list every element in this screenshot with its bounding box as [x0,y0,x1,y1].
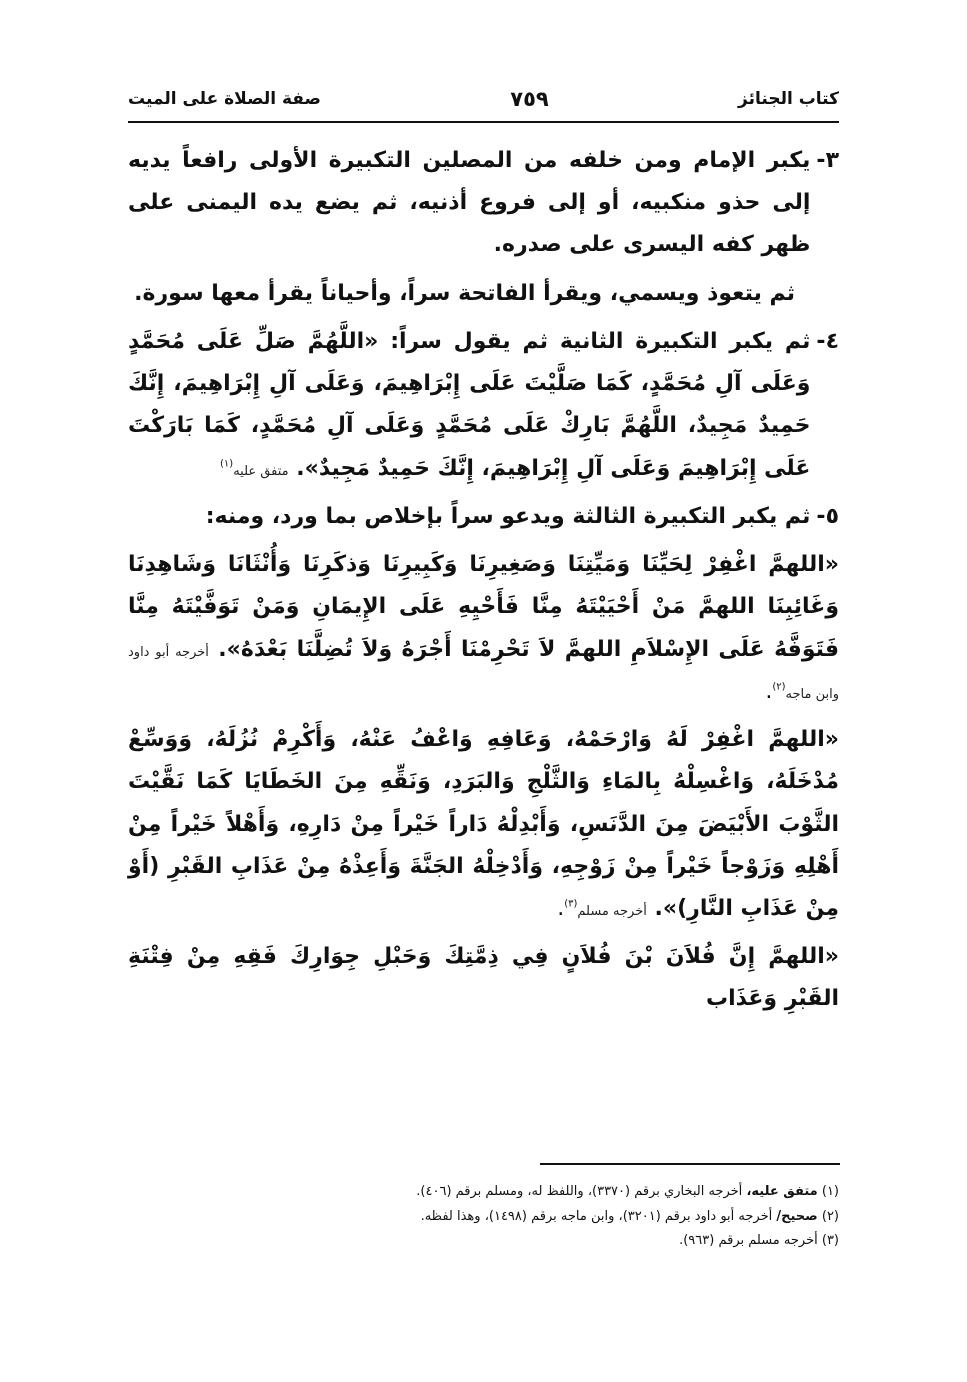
footnote-3-number: (٣) [821,1233,839,1249]
section-title: صفة الصلاة على الميت [128,89,321,109]
footnote-divider [540,1163,840,1165]
footnote-1 [128,1180,839,1205]
header-divider [128,121,839,123]
step-5-number: ٥- [816,503,839,529]
dua-2 [128,719,839,930]
footnote-1-text: أخرجه البخاري برقم (٣٣٧٠)، واللفظ له، ومسلم برقم (٤٠٦). [416,1184,743,1199]
dua-3-text: «اللهمَّ إِنَّ فُلاَنَ بْنَ فُلاَنٍ فِي ذِمَّتِكَ وَحَبْلِ جِوَارِكَ فَقِهِ مِنْ فِتْنَةِ القَبْرِ وَعَذَاب [128,944,839,1012]
footnote-1-label: متفق عليه، [746,1184,818,1199]
footnotes [128,1180,839,1254]
dua-2-text: «اللهمَّ اغْفِرْ لَهُ وَارْحَمْهُ، وَعَافِهِ وَاعْفُ عَنْهُ، وَأَكْرِمْ نُزُلَهُ، وَوَسِّعْ مُدْخَلَهُ، وَاغْسِلْهُ بِالمَاءِ وَالثَّلْجِ وَالبَرَدِ، وَنَقِّهِ مِنَ الخَطَايَا كَمَا نَقَّيْتَ الثَّوْبَ الأَبْيَضَ مِنَ الدَّنَسِ، وَأَبْدِلْهُ دَاراً خَيْراً مِنْ دَارِهِ، وَأَهْلاً خَيْراً مِنْ أَهْلِهِ وَزَوْجاً خَيْراً مِنْ زَوْجِهِ، وَأَدْخِلْهُ الجَنَّةَ وَأَعِذْهُ مِنْ عَذَابِ القَبْرِ (أَوْ مِنْ عَذَابِ النَّارِ)». [128,727,839,921]
step-5 [128,496,839,538]
footnote-marker-3: (٣) [564,898,578,910]
footnote-2 [128,1205,839,1230]
footnote-3-text: أخرجه مسلم برقم (٩٦٣). [679,1233,818,1249]
step-5-text: ثم يكبر التكبيرة الثالثة ويدعو سراً بإخلاص بما ورد، ومنه: [205,503,811,529]
chapter-title: كتاب الجنائز [738,89,839,109]
step-3-followup: ثم يتعوذ ويسمي، ويقرأ الفاتحة سراً، وأحياناً يقرأ معها سورة. [134,280,795,306]
step-4-text: ثم يكبر التكبيرة الثانية ثم يقول سراً: «اللَّهُمَّ صَلِّ عَلَى مُحَمَّدٍ وَعَلَى آلِ مُحَمَّدٍ، كَمَا صَلَّيْتَ عَلَى إِبْرَاهِيمَ، وَعَلَى آلِ إِبْرَاهِيمَ، إِنَّكَ حَمِيدٌ مَجِيدٌ، اللَّهُمَّ بَارِكْ عَلَى مُحَمَّدٍ وَعَلَى آلِ مُحَمَّدٍ، كَمَا بَارَكْتَ عَلَى إِبْرَاهِيمَ وَعَلَى آلِ إِبْرَاهِيمَ، إِنَّكَ حَمِيدٌ مَجِيدٌ». [128,328,811,481]
step-3-number: ٣- [816,148,839,173]
dua-3 [128,936,839,1020]
footnote-1-number: (١) [821,1184,839,1199]
footnote-3 [128,1229,839,1254]
dua-1-reference: أخرجه أبو داود وابن ماجه [128,644,839,702]
footnote-2-label: صحيح/ [776,1208,818,1224]
step-4 [128,321,839,490]
step-3 [128,140,839,267]
footnote-2-number: (٢) [821,1208,839,1224]
dua-1-text: «اللهمَّ اغْفِرْ لِحَيِّنَا وَمَيِّتِنَا وَصَغِيرِنَا وَكَبِيرِنَا وَذكَرِنَا وَأُنْثَانَا وَشَاهِدِنَا وَغَائِبِنَا اللهمَّ مَنْ أَحْيَيْتَهُ مِنَّا فَأَحْيِهِ عَلَى الإِيمَانِ وَمَنْ تَوَفَّيْتَهُ مِنَّا فَتَوَفَّهُ عَلَى الإِسْلاَمِ اللهمَّ لاَ تَحْرِمْنَا أَجْرَهُ وَلاَ تُضِلَّنَا بَعْدَهُ». [128,552,839,662]
footnote-marker-1: (١) [220,458,234,470]
dua-2-reference: أخرجه مسلم [577,903,647,919]
page-number: ٧٥٩ [510,87,549,111]
running-header [128,82,839,116]
step-4-reference: متفق عليه [233,463,289,479]
step-3-text: يكبر الإمام ومن خلفه من المصلين التكبيرة الأولى رافعاً يديه إلى حذو منكبيه، أو إلى فروع أذنيه، ثم يضع يده اليمنى على ظهر كفه اليسرى على صدره. [128,148,811,258]
footnote-marker-2: (٢) [772,681,786,693]
dua-1 [128,544,839,713]
step-4-number: ٤- [816,328,839,354]
dua-2-period: . [557,895,565,921]
footnote-2-text: أخرجه أبو داود برقم (٣٢٠١)، وابن ماجه برقم (١٤٩٨)، وهذا لفظه. [420,1208,773,1224]
main-text [128,140,839,1027]
step-4-body [128,321,810,490]
dua-1-period: . [765,678,773,704]
